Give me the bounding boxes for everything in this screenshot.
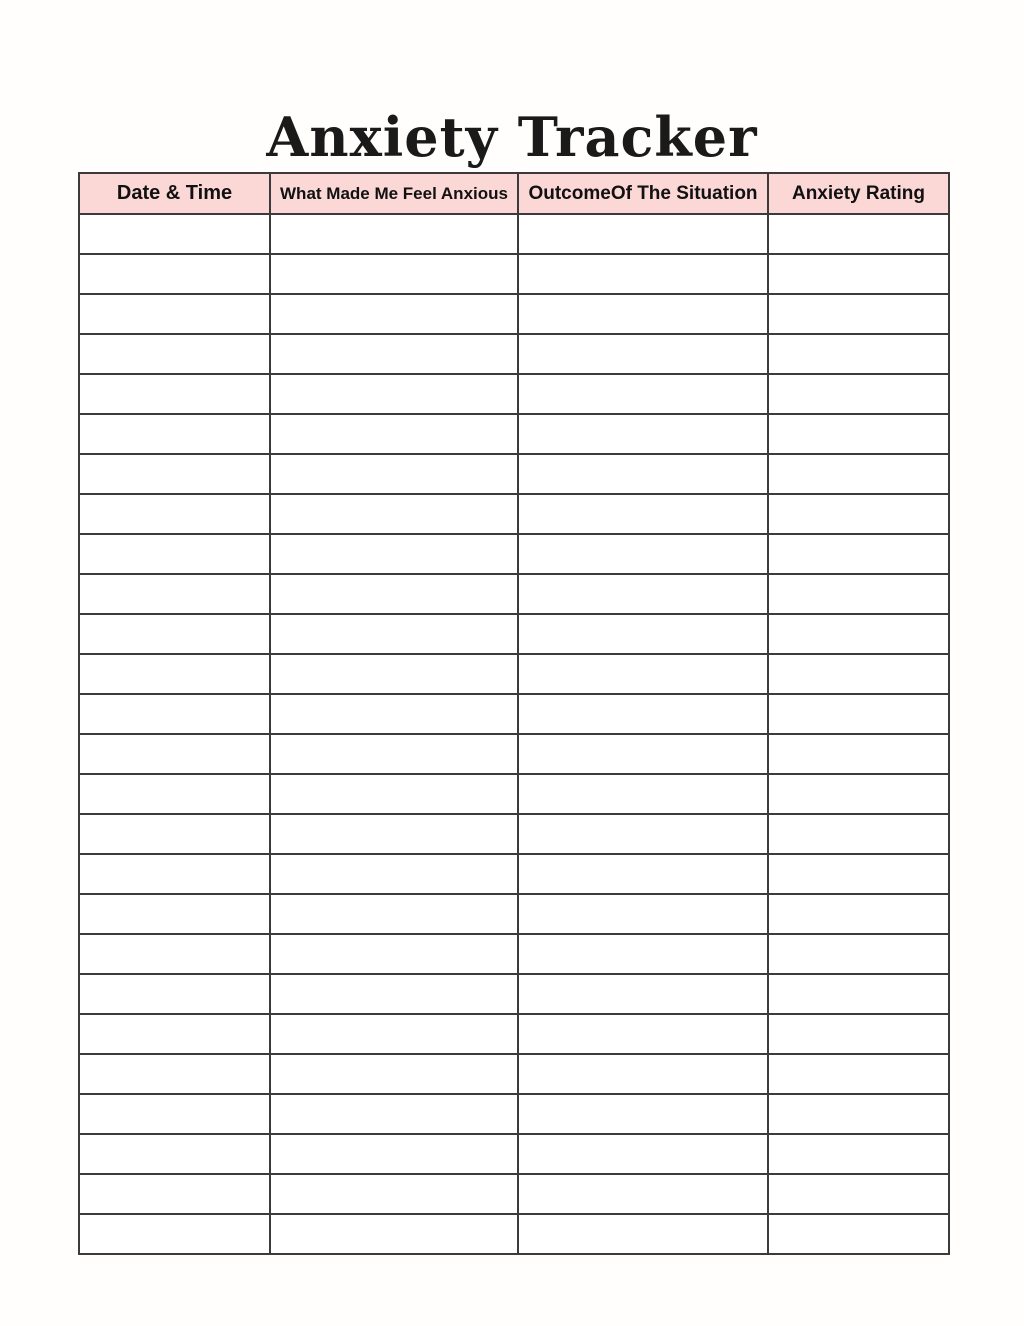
column-header-outcome-of-the-situation: OutcomeOf The Situation	[518, 173, 768, 214]
table-cell	[768, 294, 949, 334]
table-cell	[79, 214, 270, 254]
table-cell	[518, 494, 768, 534]
table-row	[79, 654, 949, 694]
table-row	[79, 534, 949, 574]
table-cell	[518, 1174, 768, 1214]
table-cell	[79, 1134, 270, 1174]
table-row	[79, 414, 949, 454]
table-cell	[768, 454, 949, 494]
table-cell	[270, 494, 518, 534]
table-cell	[518, 1014, 768, 1054]
table-cell	[79, 974, 270, 1014]
table-cell	[270, 934, 518, 974]
table-cell	[518, 1134, 768, 1174]
table-cell	[518, 854, 768, 894]
table-cell	[270, 454, 518, 494]
table-cell	[270, 414, 518, 454]
table-cell	[79, 534, 270, 574]
table-row	[79, 214, 949, 254]
table-row	[79, 254, 949, 294]
table-cell	[270, 1174, 518, 1214]
table-row	[79, 774, 949, 814]
table-cell	[270, 974, 518, 1014]
table-cell	[270, 814, 518, 854]
table-row	[79, 814, 949, 854]
table-cell	[518, 734, 768, 774]
table-cell	[518, 254, 768, 294]
table-cell	[79, 1214, 270, 1254]
table-cell	[79, 374, 270, 414]
table-cell	[79, 614, 270, 654]
table-cell	[768, 1214, 949, 1254]
table-row	[79, 974, 949, 1014]
table-cell	[768, 1134, 949, 1174]
table-cell	[518, 654, 768, 694]
table-row	[79, 374, 949, 414]
table-cell	[270, 694, 518, 734]
table-cell	[270, 374, 518, 414]
table-cell	[518, 1214, 768, 1254]
table-cell	[768, 854, 949, 894]
table-cell	[270, 774, 518, 814]
table-cell	[79, 1014, 270, 1054]
table-cell	[79, 334, 270, 374]
table-cell	[768, 1094, 949, 1134]
table-row	[79, 1014, 949, 1054]
table-cell	[79, 934, 270, 974]
table-cell	[270, 1134, 518, 1174]
table-cell	[270, 1014, 518, 1054]
table-cell	[518, 454, 768, 494]
table-cell	[79, 294, 270, 334]
table-cell	[768, 1174, 949, 1214]
table-cell	[270, 854, 518, 894]
table-cell	[270, 1094, 518, 1134]
table-cell	[270, 894, 518, 934]
column-header-date-time: Date & Time	[79, 173, 270, 214]
table-body	[79, 214, 949, 1254]
table-cell	[270, 254, 518, 294]
table-cell	[270, 334, 518, 374]
table-cell	[768, 734, 949, 774]
table-cell	[518, 974, 768, 1014]
table-cell	[768, 1054, 949, 1094]
table-cell	[518, 934, 768, 974]
table-cell	[79, 734, 270, 774]
table-row	[79, 334, 949, 374]
table-cell	[768, 974, 949, 1014]
table-cell	[79, 1054, 270, 1094]
table-cell	[518, 774, 768, 814]
table-cell	[79, 454, 270, 494]
table-row	[79, 494, 949, 534]
table-cell	[768, 374, 949, 414]
table-row	[79, 854, 949, 894]
table-cell	[270, 574, 518, 614]
table-cell	[768, 414, 949, 454]
table-cell	[518, 334, 768, 374]
table-row	[79, 1174, 949, 1214]
table-row	[79, 574, 949, 614]
table-cell	[79, 774, 270, 814]
table-cell	[518, 294, 768, 334]
table-cell	[270, 734, 518, 774]
table-row	[79, 734, 949, 774]
table-cell	[518, 1094, 768, 1134]
table-header-row	[79, 173, 949, 214]
table-cell	[768, 534, 949, 574]
table-cell	[518, 614, 768, 654]
table-cell	[518, 574, 768, 614]
table-cell	[768, 774, 949, 814]
table-cell	[518, 534, 768, 574]
table-cell	[270, 614, 518, 654]
table-cell	[768, 254, 949, 294]
table-cell	[518, 1054, 768, 1094]
table-cell	[768, 894, 949, 934]
table-row	[79, 1134, 949, 1174]
table-cell	[79, 1174, 270, 1214]
table-row	[79, 1054, 949, 1094]
table-cell	[79, 654, 270, 694]
table-cell	[768, 1014, 949, 1054]
table-cell	[79, 814, 270, 854]
table-row	[79, 614, 949, 654]
table-cell	[270, 1054, 518, 1094]
table-cell	[518, 214, 768, 254]
table-cell	[79, 1094, 270, 1134]
table-cell	[79, 494, 270, 534]
table-cell	[768, 814, 949, 854]
table-cell	[270, 534, 518, 574]
table-cell	[270, 294, 518, 334]
table-cell	[518, 894, 768, 934]
table-cell	[768, 934, 949, 974]
anxiety-tracker-table	[78, 172, 950, 1255]
table-row	[79, 894, 949, 934]
table-cell	[270, 1214, 518, 1254]
table-cell	[79, 854, 270, 894]
table-cell	[270, 654, 518, 694]
column-header-what-made-me-feel-anxious: What Made Me Feel Anxious	[270, 173, 518, 214]
table-cell	[768, 494, 949, 534]
table-row	[79, 934, 949, 974]
table-cell	[518, 814, 768, 854]
page-title: Anxiety Tracker	[266, 105, 758, 170]
table-cell	[270, 214, 518, 254]
column-header-anxiety-rating: Anxiety Rating	[768, 173, 949, 214]
table-cell	[79, 414, 270, 454]
table-cell	[518, 374, 768, 414]
table-cell	[768, 334, 949, 374]
table-cell	[79, 694, 270, 734]
table-cell	[768, 574, 949, 614]
table-cell	[79, 254, 270, 294]
table-row	[79, 1094, 949, 1134]
table-cell	[768, 614, 949, 654]
table-cell	[768, 214, 949, 254]
table-cell	[768, 694, 949, 734]
table-cell	[768, 654, 949, 694]
table-cell	[518, 694, 768, 734]
table-row	[79, 1214, 949, 1254]
table-row	[79, 694, 949, 734]
table-row	[79, 294, 949, 334]
table-cell	[79, 894, 270, 934]
table-cell	[518, 414, 768, 454]
table-cell	[79, 574, 270, 614]
table-row	[79, 454, 949, 494]
